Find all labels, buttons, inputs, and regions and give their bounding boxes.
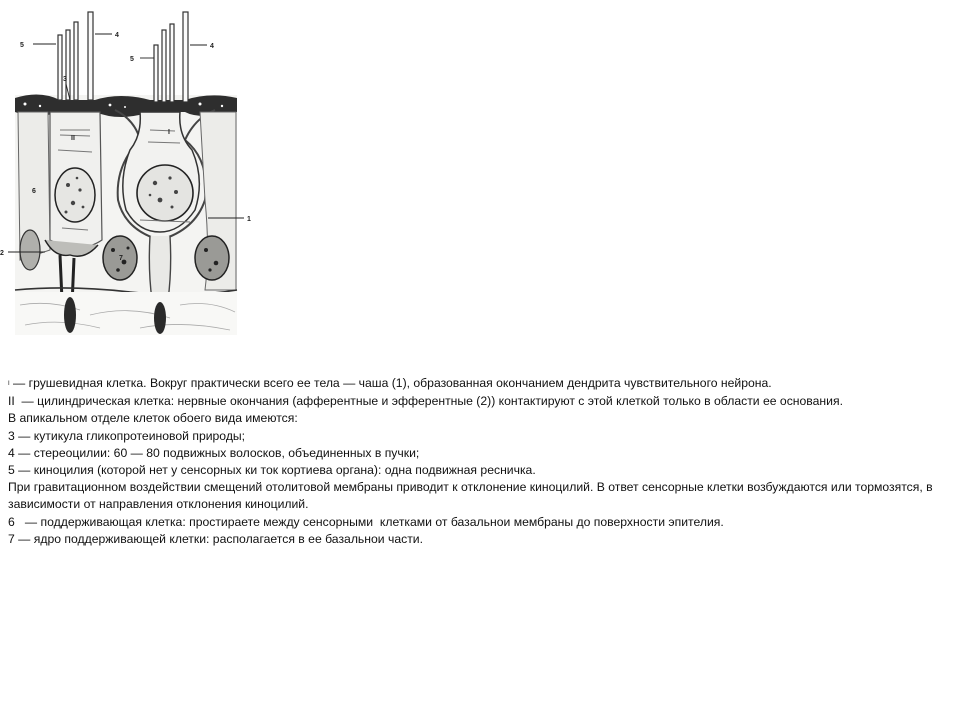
caption-line-1-text: — грушевидная клетка. Вокруг практически всего ее тела — чаша (1), образованная окончанием дендрита чувствительного нейрона. — [9, 376, 772, 390]
label-cell-i: I — [168, 129, 170, 136]
hair-cells-illustration — [0, 0, 260, 340]
caption-line-6: 5 — киноцилия (которой нет у сенсорных ки ток кортиева органа): одна подвижная ресничка. — [8, 463, 536, 478]
caption-line-5: 4 — стереоцилии: 60 — 80 подвижных волосков, объединенных в пучки; — [8, 445, 420, 460]
supporting-nucleus-right — [195, 236, 229, 280]
hair-cells-drawing — [0, 0, 260, 340]
nerve-fiber-myelin-left — [64, 297, 76, 333]
label-5-left: 5 — [20, 42, 24, 49]
caption-line-7: При гравитационном воздействии смещений отолитовой мембраны приводит к отклонение киноцилий. В ответ сенсорные клетки возбуждаются или тормозятся, в зависимости от направления отклонения киноцилий. — [8, 480, 937, 512]
label-6: 6 — [32, 188, 36, 195]
nerve-fiber-myelin-right — [154, 302, 166, 334]
connective-tissue — [15, 292, 237, 335]
calyx-stem — [149, 236, 170, 300]
label-7: 7 — [119, 255, 123, 262]
cell-ii-nucleus — [55, 168, 95, 222]
label-1: 1 — [247, 216, 251, 223]
caption-line-8: 6 — поддерживающая клетка: простираете между сенсорными клетками от базальнои мембраны до поверхности эпителия. — [8, 514, 724, 529]
label-4-right: 4 — [210, 43, 214, 50]
label-3: 3 — [63, 76, 67, 83]
label-4-left: 4 — [115, 32, 119, 39]
caption-line-4: 3 — кутикула гликопротеиновой природы; — [8, 428, 246, 443]
caption-line-2: II — цилиндрическая клетка: нервные окончания (афферентные и эфферентные (2)) контактируют с этой клеткой только в области ее основания. — [8, 394, 843, 409]
caption-line-1 — [8, 375, 953, 393]
caption-text — [8, 375, 953, 548]
supporting-nucleus-left — [20, 230, 40, 270]
cilia-cell-i — [154, 12, 188, 102]
caption-line-3: В апикальном отделе клеток обоего вида имеются: — [8, 411, 298, 426]
caption-marker-i: I — [8, 381, 10, 387]
cell-i-nucleus — [137, 165, 193, 221]
label-cell-ii: II — [71, 135, 75, 142]
cilia-cell-ii — [58, 12, 93, 100]
caption-line-9: 7 — ядро поддерживающей клетки: располагается в ее базальнои части. — [8, 531, 423, 546]
label-2: 2 — [0, 250, 4, 257]
label-5-right: 5 — [130, 56, 134, 63]
